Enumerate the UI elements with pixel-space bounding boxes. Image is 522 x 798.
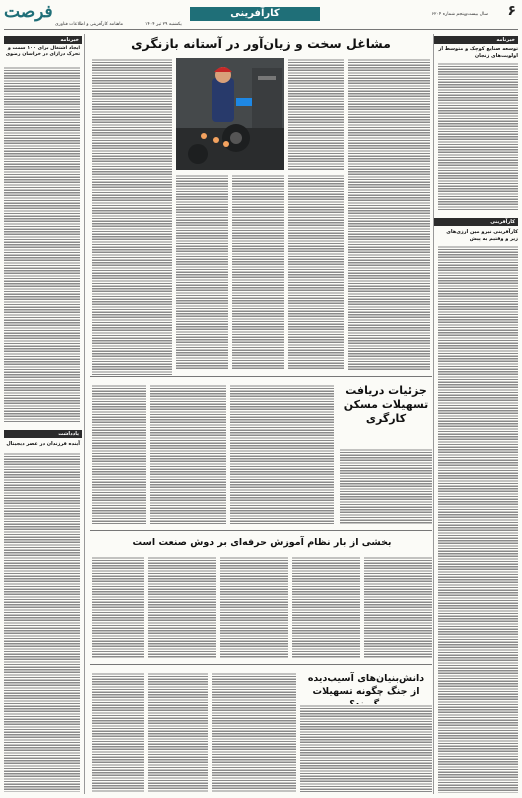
left-box2-label: یادداشت [4,430,82,438]
tagline: ماهنامه کارآفرینی و اطلاعات فناوری [55,22,124,27]
vocational-col-5 [92,556,144,658]
bottom-text-col-1 [300,704,432,792]
loan-text-col-3 [150,384,226,524]
main-article-rule [90,376,432,377]
vocational-rule [90,664,432,665]
main-article-title: مشاغل سخت و زیان‌آور در آستانه بازنگری [131,36,391,51]
vocational-col-3 [220,556,288,658]
loan-title-line-1: جزئیات دریافت [345,384,427,397]
right-box2-title: کارآفرینی نیرو مین ارزی‌های زیر و وقتیم به پیش [446,229,518,242]
main-article-col-2 [288,58,344,170]
left-box1-label: خبرنامه [4,36,82,44]
right-box2-text [438,245,518,793]
loan-text-col-1 [340,448,432,524]
logo: فرصت [4,2,53,22]
right-col-divider [433,34,434,794]
loan-text-col-2 [230,384,334,524]
main-article-col-5 [232,174,284,370]
left-box1-text [4,66,80,422]
left-box1-title: ایجاد اشتغال برای ۱۰۰ سمت و تحرک درازای در خراسان رضوی [5,46,80,58]
worker-illustration [176,58,284,170]
main-article-col-3 [92,58,172,376]
issue-line: سال بیست‌وپنجم شماره ۶۲۰۴ [431,12,488,17]
loan-rule [90,530,432,531]
right-box2-label: کارآفرینی [434,218,518,226]
page-number: ۶ [507,3,516,19]
bottom-text-col-4 [92,672,144,792]
right-box1-label: خبرنامه [434,36,518,44]
main-article-col-4 [288,174,344,370]
left-col-divider [84,34,85,794]
left-box2-title: آینده فرزندان در عصر دیجیتال [6,441,80,447]
loan-title-line-2: تسهیلات مسکن [343,398,429,411]
bottom-title-line-1: دانش‌بنیان‌های آسیب‌دیده [307,673,425,684]
right-box1-title: توسعه صنایع کوچک و متوسط از اولویت‌های زنجان [438,46,518,59]
section-header: کارآفرینی [190,7,320,21]
vocational-col-1 [364,556,432,658]
bottom-text-col-2 [212,672,296,792]
vocational-col-4 [148,556,216,658]
vocational-title: بخشی از بار نظام آموزش حرفه‌ای بر دوش صنعت است [132,537,392,548]
loan-title-box [340,384,432,444]
bottom-title-line-2: از جنگ چگونه تسهیلات [312,686,420,697]
right-box1-text [438,62,518,210]
date-line: یکشنبه ۲۹ تیر ۱۴۰۴ [145,22,182,27]
header-rule [4,29,518,30]
loan-text-col-4 [92,384,146,524]
loan-title-line-3: کارگری [365,412,407,425]
vocational-col-2 [292,556,360,658]
main-article-col-1 [348,58,430,370]
factory-photo [176,58,284,170]
bottom-text-col-3 [148,672,208,792]
left-box2-text [4,452,80,792]
main-article-col-6 [176,174,228,370]
